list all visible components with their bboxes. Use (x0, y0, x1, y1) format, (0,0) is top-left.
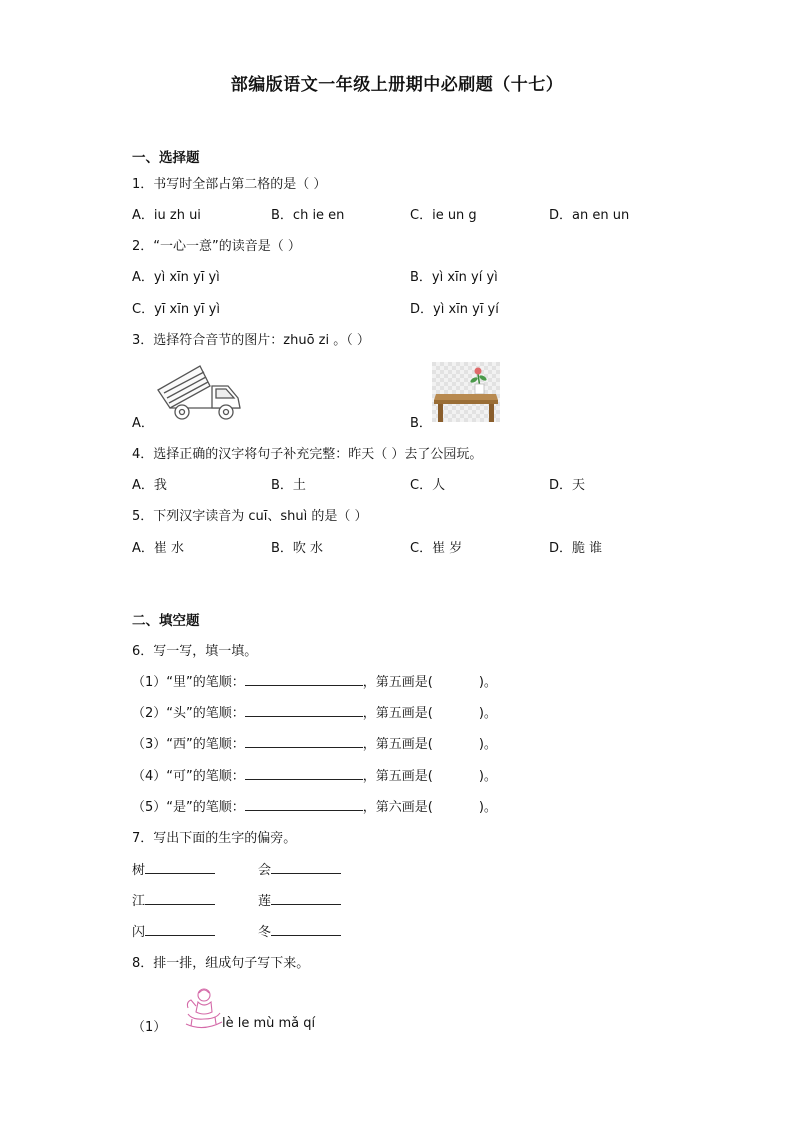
table-with-flower-image (432, 362, 500, 422)
question-1-option-a[interactable]: A．iu zh ui (132, 208, 201, 223)
question-4-stem: 4．选择正确的汉字将句子补充完整：昨天（ ）去了公园玩。 (132, 447, 483, 462)
question-1-stem: 1．书写时全部占第二格的是（ ） (132, 177, 327, 192)
question-6-item-label: （5）“是”的笔顺： (132, 800, 245, 815)
question-2-option-d[interactable]: D．yì xīn yī yí (410, 302, 499, 317)
question-6-item-label: （3）“西”的笔顺： (132, 737, 245, 752)
question-3-option-b[interactable]: B． (410, 416, 432, 431)
radical-blank[interactable] (145, 860, 215, 874)
radical-item (132, 921, 215, 940)
question-5-stem: 5．下列汉字读音为 cuī、shuì 的是（ ） (132, 509, 368, 524)
question-4-option-a[interactable]: A．我 (132, 478, 167, 493)
radical-blank[interactable] (271, 860, 341, 874)
question-6-item-2 (132, 702, 497, 721)
radical-char: 莲 (258, 894, 272, 909)
question-4-option-d[interactable]: D．天 (549, 478, 586, 493)
radical-char: 树 (132, 863, 146, 878)
question-6-item-label: （4）“可”的笔顺： (132, 769, 245, 784)
radical-item (258, 859, 341, 878)
radical-char: 闪 (132, 925, 146, 940)
radical-item (258, 890, 341, 909)
stroke-order-blank[interactable] (245, 672, 363, 686)
question-6-item-end: )。 (478, 737, 497, 752)
question-8-stem: 8．排一排，组成句子写下来。 (132, 956, 310, 971)
question-4-option-b[interactable]: B．土 (271, 478, 306, 493)
child-on-rocking-horse-image (182, 986, 224, 1032)
question-7-stem: 7．写出下面的生字的偏旁。 (132, 831, 297, 846)
question-2-option-a[interactable]: A．yì xīn yī yì (132, 270, 220, 285)
stroke-order-blank[interactable] (245, 797, 363, 811)
question-6-item-mid: ，第五画是( (362, 706, 433, 721)
question-1-option-c[interactable]: C．ie un g (410, 208, 477, 223)
question-6-item-end: )。 (478, 706, 497, 721)
question-6-item-end: )。 (478, 800, 497, 815)
radical-char: 会 (258, 863, 272, 878)
section-heading-choice: 一、选择题 (132, 150, 200, 166)
radical-item (258, 921, 341, 940)
stroke-order-blank[interactable] (245, 766, 363, 780)
question-5-option-c[interactable]: C．崔 岁 (410, 541, 463, 556)
question-6-item-end: )。 (478, 769, 497, 784)
question-4-option-c[interactable]: C．人 (410, 478, 446, 493)
truck-image (154, 360, 244, 424)
page-title: 部编版语文一年级上册期中必刷题（十七） (230, 75, 564, 95)
question-6-item-1 (132, 671, 497, 690)
question-6-item-label: （1）“里”的笔顺： (132, 675, 245, 690)
radical-char: 江 (132, 894, 146, 909)
question-6-item-mid: ，第五画是( (362, 769, 433, 784)
question-6-item-end: )。 (478, 675, 497, 690)
radical-item (132, 859, 215, 878)
radical-blank[interactable] (145, 922, 215, 936)
radical-blank[interactable] (271, 891, 341, 905)
radical-blank[interactable] (271, 922, 341, 936)
question-6-item-3 (132, 733, 497, 752)
question-3-stem: 3．选择符合音节的图片：zhuō zi 。（ ） (132, 333, 370, 348)
question-5-option-d[interactable]: D．脆 谁 (549, 541, 603, 556)
question-2-stem-text: 2．“一心一意”的读音是（ ） (132, 239, 301, 254)
question-5-option-b[interactable]: B．吹 水 (271, 541, 324, 556)
radical-blank[interactable] (145, 891, 215, 905)
stroke-order-blank[interactable] (245, 703, 363, 717)
radical-item (132, 890, 215, 909)
question-6-item-5 (132, 796, 497, 815)
section-heading-fill-blank: 二、填空题 (132, 613, 200, 629)
question-6-stem: 6．写一写，填一填。 (132, 644, 258, 659)
question-6-item-label: （2）“头”的笔顺： (132, 706, 245, 721)
question-8-item-1-label: （1） (132, 1020, 167, 1035)
question-2-option-c[interactable]: C．yī xīn yī yì (132, 302, 220, 317)
question-1-option-d[interactable]: D．an en un (549, 208, 630, 223)
question-3-option-a[interactable]: A． (132, 416, 154, 431)
question-1-option-b[interactable]: B．ch ie en (271, 208, 345, 223)
question-5-option-a[interactable]: A．崔 水 (132, 541, 185, 556)
question-8-item-1-pinyin: lè le mù mǎ qí (222, 1016, 316, 1031)
question-6-item-mid: ，第五画是( (362, 675, 433, 690)
stroke-order-blank[interactable] (245, 734, 363, 748)
question-6-item-4 (132, 765, 497, 784)
question-6-item-mid: ，第五画是( (362, 737, 433, 752)
question-6-item-mid: ，第六画是( (362, 800, 433, 815)
question-2-option-b[interactable]: B．yì xīn yí yì (410, 270, 498, 285)
radical-char: 冬 (258, 925, 272, 940)
